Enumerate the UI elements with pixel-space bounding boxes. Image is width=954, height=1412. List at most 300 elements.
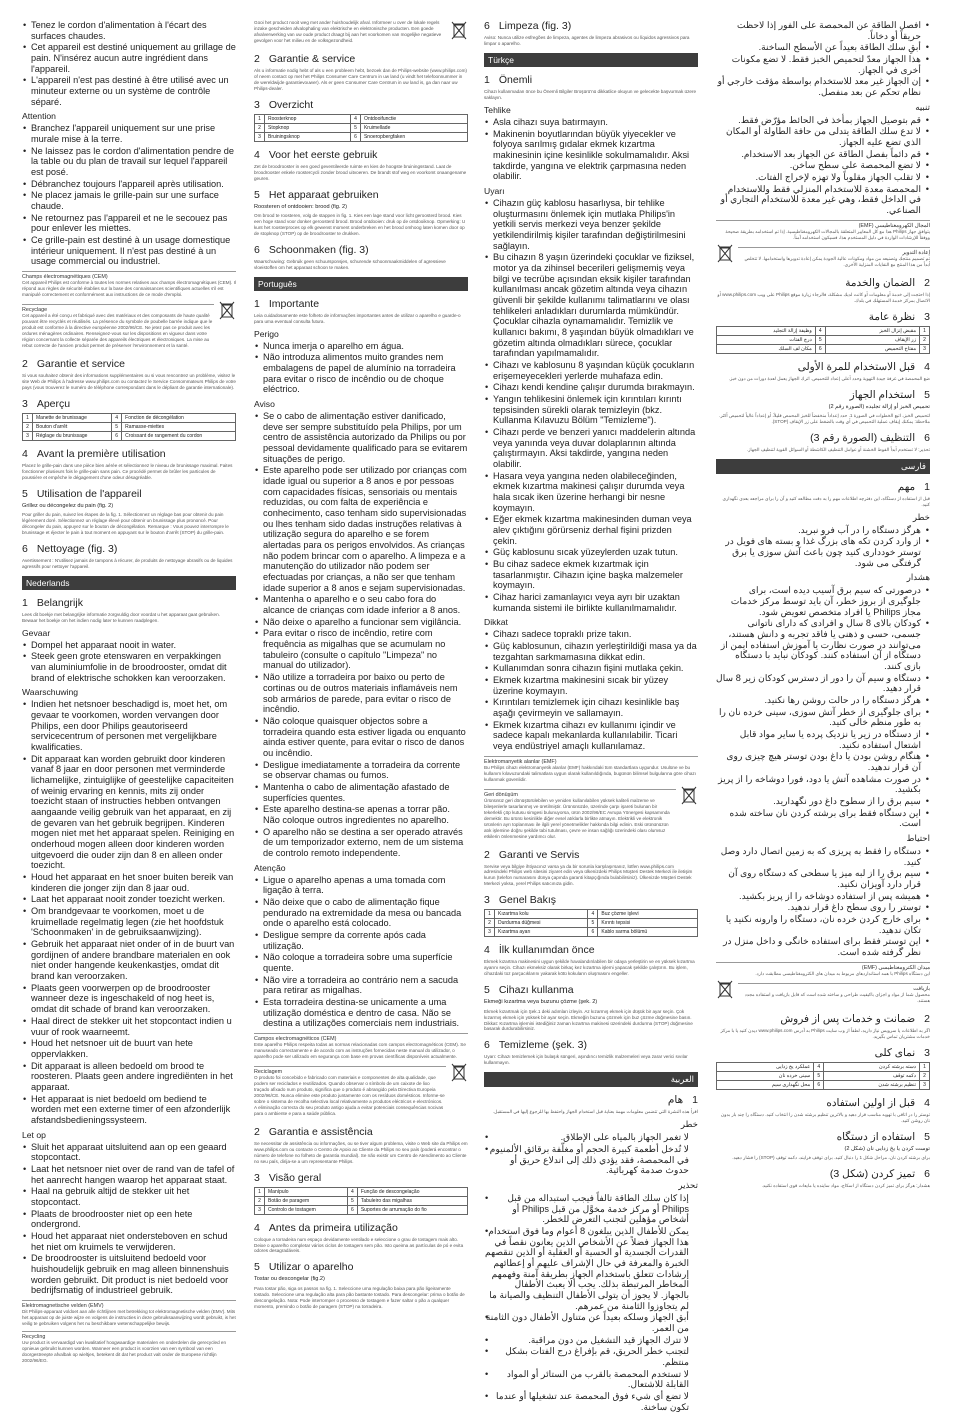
list-item: • أبقِ سلك الطاقة بعيداً عن الأسطح الساخنة. [716,42,930,53]
fr-overview-table [22,413,236,441]
pt-aviso-heading: Aviso [254,399,275,410]
list-item: • Cihazı ve kablosunu 8 yaşından küçük çocukların erişemeyecekleri yerlerde muhafaza edin. [484,360,698,381]
list-item: • L'appareil n'est pas destiné à être utilisé avec un minuteur externe ou un système de contrôle séparé. [22,75,236,107]
table-cell: 3 [23,431,33,440]
nl-waarschuwing-heading: Waarschuwing [22,687,79,698]
list-item: • Houd het apparaat en het snoer buiten bereik van kinderen die jonger zijn dan 8 jaar oud. [22,872,236,893]
list-item: • Ne placez jamais le grille-pain sur une surface chaude. [22,190,236,211]
section-title: Avant la première utilisation [36,447,166,460]
list-item: • Houd het apparaat niet ondersteboven en schud het niet om kruimels te verwijderen. [22,1231,236,1252]
section-title: Schoonmaken (fig. 3) [268,243,369,256]
list-item: • Gebruik het apparaat niet onder of in de buurt van gordijnen of andere brandbare materialen en ook niet onder hangende keukenkastjes, omdat dit brand kan veroorzaken. [22,939,236,982]
table-cell: 6 [112,431,122,440]
table-cell: 1 [255,114,265,123]
section-number: 4 [254,1221,260,1234]
pt-section-5-text: Para tostar pão, siga os passos na fig. 1. Seleccione uma regulação baixa para pão ligeiramente tostado. Seleccione uma regulação alta para pão bastante tostado. Para descongelar: prima o botão de descongelação. Nota: Pode interromper o processo de tostagem e fazer saltar o pão a qualquer momento, premindo o botão de paragem (STOP) na torradeira. [254,1285,465,1309]
table-cell: 3 [920,344,930,353]
list-item: • لتجنب خطر الحريق، قم بإفراغ درج الفتات بشكل منتظم. [484,1346,698,1367]
list-item: • سیم برق را از لبه میز یا سطحی که دستگاه روی آن قرار دارد آویزان نکنید. [716,868,930,889]
list-item: • Laat het netsnoer niet over de rand van de tafel of het aanrecht hangen waarop het apparaat staat. [22,1164,236,1185]
list-item: • Se o cabo de alimentação estiver danificado, deve ser sempre substituído pela Philips, por um centro de assistência autorizado da Philips ou por pessoal devidamente qualificado para se evitarem situações de perigo. [254,411,468,464]
lang-header-pt: Português [254,277,468,291]
tr-tehlike-heading: Tehlike [484,104,511,115]
section-title: İlk kullanımdan önce [498,944,595,957]
table-cell: سینی خرده نان [717,1071,814,1080]
list-item: • Eğer ekmek kızartma makinesinden duman veya alev çıktığını görürseniz derhal fişini prizden çekin. [484,514,698,546]
fa-section-1-text: قبل از استفاده از دستگاه، این دفترچه اطلاعات مهم را به دقت مطالعه کنید و آن را برای مراجعه بعدی نگهداری کنید. [722,495,930,507]
section-number: 4 [924,1096,930,1109]
table-cell: 1 [920,1062,930,1071]
fa-section-4 [716,1097,930,1109]
table-cell: 5 [347,1196,357,1205]
pt-section-6 [484,20,698,32]
crossed-bin-icon [716,243,734,263]
table-cell: وظيفة إزالة التجليد [717,326,816,335]
list-item: • توستر را روی سطح داغ قرار ندهید. [716,902,930,913]
section-number: 5 [924,1130,930,1143]
list-item: • لا تضع أي شيء فوق المحمصة عند تشغيلها أو عندما تكون ساخنة. [484,1391,698,1412]
list-item: • Desligue imediatamente a torradeira da corrente se observar chamas ou fumos. [254,760,468,781]
pt-overview-table [254,1187,468,1215]
table-cell: Controlo de tostagem [265,1205,348,1214]
table-cell: 3 [255,132,265,141]
table-row [717,1080,930,1089]
list-item: • قم بتوصيل الجهاز بمأخذ في الحائط مؤرّض فقط. [716,115,930,126]
pt-section-5-sub: Tostar ou descongelar (fig.2) [254,1276,325,1283]
nl-recycling-text: Uw product is vervaardigd van kwalitatief hoogwaardige materialen en onderdelen die gerecycled en opnieuw gebruikt kunnen worden. Wanneer een product is voorzien van een symbool van een doorgestreepte afvalbak op wieltjes, betekent dit dat het product valt onder de Europese richtlijn 2002/96/EG. [22,1339,227,1363]
fr-section-5-sub: Grillez ou décongelez du pain (fig. 2) [22,502,114,509]
list-item: • Steek geen grote etenswaren en verpakkingen van aluminiumfolie in de broodrooster, omdat dit brand of elektrische schokken kan veroorzaken. [22,651,236,683]
table-cell: 4 [588,910,598,919]
table-cell: Réglage du brunissage [33,431,112,440]
table-cell: Croissant de rangement du cordon [122,431,236,440]
fr-emf-heading: Champs électromagnétiques (CEM) [22,271,236,280]
table-cell: 4 [814,1062,824,1071]
nl-section-3 [254,99,468,111]
list-item: • Não vire a torradeira ao contrário nem a sacuda para retirar as migalhas. [254,975,468,996]
list-item: • برای خارج کردن خرده نان، دستگاه را وارونه نکنید یا تکان ندهید. [716,914,930,935]
table-cell: Manette de brunissage [33,413,112,422]
nl-section-6 [254,244,468,256]
section-number: 3 [254,98,260,111]
pt-perigo-heading: Perigo [254,328,279,339]
section-title: Temizleme (şek. 3) [498,1039,587,1052]
nl-letop-heading: Let op [22,1129,46,1140]
section-number: 2 [484,848,490,861]
list-item: • Hasara veya yangına neden olabileceğinden, ekmek kızartma makinesi çalışır durumda veya hala sıcak iken üzerine herhangi bir nesne koymayın. [484,471,698,514]
nl-section-2-text: Als u informatie nodig hebt of als u een probleem hebt, bezoek dan de Philips-website (www.philips.com) of neem contact op met het Philips Consumer Care Centrum in uw land (u vindt het telefoonnummer in de wereldwijde garantievouwer). Als er geen Consumer Care Centrum in uw land is, ga dan naar uw Philips-dealer. [254,67,467,91]
table-cell: Função de descongelação [357,1187,467,1196]
section-title: Önemli [498,73,533,86]
list-item: • Cihazı perde ve benzeri yanıcı maddelerin altında veya yanında veya duvar dolaplarının altında çalıştırmayın. Aksi takdirde, yangına neden olabilir. [484,427,698,470]
table-cell: 5 [112,422,122,431]
tr-section-4-text: Ekmek kızartma makinesini uygun şekilde havalandırılabilen bir odaya yerleştirin ve en yüksek kızartma ayarını seçin. Cihazı ekmeksiz olarak birkaç kez kızartma işlemi yapacak şekilde çalıştırın. Bu işlem, cihazdaki toz parçacıklarını yakarak kötü kokuların oluşmasını engeller. [484,959,695,977]
fa-overview-table [716,1062,930,1090]
pt-section-4 [254,1222,468,1234]
ar-overview-table [716,326,930,354]
table-cell: Roosterknop [265,114,351,123]
table-row [717,1071,930,1080]
table-cell: Ontdooifunctie [360,114,467,123]
pt-atencao-heading: Atenção [254,862,286,873]
list-item: • Kırıntıları temizlemek için cihazı kesinlikle baş aşağı çevirmeyin ve sallamayın. [484,697,698,718]
section-number: 6 [484,1039,490,1052]
table-row [717,1062,930,1071]
section-number: 6 [484,20,490,32]
section-number: 1 [484,73,490,86]
table-cell: دسته برشته کردن [824,1062,920,1071]
table-cell: 6 [588,928,598,937]
crossed-bin-icon [716,979,734,999]
ar-emf-heading: المجال الكهرومغناطيسي (EMF) [716,220,930,229]
section-title: Aperçu [36,397,71,410]
list-item: • دستگاه را فقط به پریزی که به زمین اتصال دارد وصل کنید. [716,846,930,867]
table-row [717,335,930,344]
fr-section-2-text: Si vous souhaitez obtenir des informations supplémentaires ou si vous rencontrez un problème, visitez le site Web de Philips à l'adresse www.philips.com ou contactez le Service Consommateurs Philips de votre pays (vous trouverez le numéro de téléphone correspondant dans le dépliant de garantie internationale). [22,372,236,390]
list-item: • Kullanımdan sonra cihazın fişini mutlaka çekin. [484,663,698,674]
table-cell: 4 [815,326,825,335]
list-item: • Este aparelho destina-se apenas a torrar pão. Não coloque outros ingredientes no aparelho. [254,804,468,825]
list-item: • أبق الجهاز وسلكه بعيداً عن متناول الأطفال دون الثامنة من العمر. [484,1312,698,1333]
section-number: 1 [692,1094,698,1107]
list-item: • در صورت مشاهده آتش یا دود، فورا دوشاخه را از پریز بکشید. [716,774,930,795]
table-cell: 3 [920,1080,930,1089]
list-item: • Mantenha o aparelho e o seu cabo fora do alcance de crianças com idade inferior a 8 anos. [254,594,468,615]
nl-recycling-heading: Recycling [22,1331,236,1340]
fa-section-5-sub: توست کردن یا یخ زدایی نان (شکل 2) [844,1145,930,1152]
section-number: 4 [484,944,490,957]
list-item: • Dit apparaat is alleen bedoeld om brood te roosteren. Plaats geen andere ingrediënten in het apparaat. [22,1061,236,1093]
list-item: • Güç kablosunu sıcak yüzeylerden uzak tutun. [484,547,698,558]
tr-recycling-text: Ürününüz geri dönüştürülebilen ve yeniden kullanılabilen yüksek kaliteli malzeme ve bileşenlerle tasarlanmış ve üretilmiştir. Ürününüzde, üzerinde çarpı işareti bulunan bir tekerlekli çöp kutusu simgesi bulunuyorsa, ürün 2002/96/EC Avrupa Yönergesi kapsamında demektir. Bu ürünü kesinlikle diğer evsel atıklarla birlikte atmayın. Elektrikli ve elektronik ürünlerin ayrı toplanması ile ilgili yerel yönetmelikler hakkında bilgi edinin. Eski ürününüzün atık işlemine doğru şekilde tabi tutulması, çevre ve insan sağlığı üzerindeki olası olumsuz etkilerin önlenmesine yardımcı olur. [484,797,670,839]
list-item: • برای جلوگیری از خطر آتش سوزی، سینی خرده نان را به طور منظم خالی کنید. [716,707,930,728]
tr-section-6-text: Uyarı: Cihazı temizlemek için bulaşık süngeri, aşındırıcı temizlik malzemeleri veya zarar verici sıvılar kullanmayın. [484,1054,688,1066]
list-item: • Não coloque quaisquer objectos sobre a torradeira quando esta estiver ligada ou enquanto ainda estiver quente, para evitar o risco de danos ou incêndio. [254,716,468,759]
table-cell: Bruiningsknop [265,132,351,141]
list-item: • Não deixe o aparelho a funcionar sem vigilância. [254,617,468,628]
table-cell: 6 [815,344,825,353]
pt-recycling-text: O produto foi concebido e fabricado com materiais e componentes de alta qualidade, que podem ser reciclados e reutilizados. Quando observar o símbolo de um caixote de lixo traçado afixado num produto, significa que o produto é abrangido pela Directiva Europeia 2002/96/CE. Nunca elimine este produto juntamente com os resíduos domésticos. Informe-se sobre o sistema de recolha selectiva local relativamente a produtos eléctricos e electrónicos. A eliminação correcta do seu produto antigo ajuda a evitar potenciais consequências nocivas para o ambiente e para a saúde pública. [254,1074,445,1116]
list-item: • De broodrooster is uitsluitend bedoeld voor huishoudelijk gebruik en mag alleen binnenshuis worden gebruikt. Dit product is niet bedoeld voor bedrijfsmatig of industrieel gebruik. [22,1253,236,1296]
fr-section-5 [22,488,236,500]
section-title: Limpeza (fig. 3) [498,20,572,32]
ar-recycling [716,243,930,270]
pt-recycling-heading: Reciclagem [254,1066,446,1075]
fr-recycling-text: Cet appareil a été conçu et fabriqué avec des matériaux et des composants de haute qualité pouvant être recyclés et réutilisés. La présence du symbole de poubelle barrée indique que le produit est conforme à la directive européenne 2002/96/CE. Ne jetez pas ce produit avec les ordures ménagères ordinaires. Renseignez-vous sur les dispositions en vigueur dans votre région concernant la collecte séparée des appareils électriques et électroniques. La mise au rebut correcte de l'ancien produit permet de préserver l'environnement et la santé. [22,313,213,348]
section-title: Cihazı kullanma [498,984,574,997]
lang-header-nl: Nederlands [22,576,236,590]
nl-recycling-extra: Gooi het product nooit weg met ander huishoudelijk afval. Informeer u over de lokale regels inzake gescheiden afvalophaling van elektrische en elektronische producten. Een goede afvalverwerking van uw oude product draagt bij aan het voorkomen van mogelijke negatieve gevolgen voor het milieu en de volksgezondheid. [254,20,442,43]
table-cell: Suportes de arrumação do fio [357,1205,467,1214]
section-title: نمای کلی [874,1046,916,1059]
table-cell: 4 [350,114,360,123]
tr-recycling-heading: Geri dönüşüm [484,789,676,798]
list-item: • Cihaz harici zamanlayıcı veya ayrı bir uzaktan kumanda sistemi ile birlikte kullanılmamalıdır. [484,592,698,613]
list-item: • Het apparaat is niet bedoeld om bediend te worden met een externe timer of een afzonderlijk afstandsbedieningssysteem. [22,1094,236,1126]
pt-recycling [254,1062,468,1119]
list-item: • Güç kablosunun, cihazın yerleştirildiği masa ya da tezgahtan sarkmamasına dikkat edin. [484,641,698,662]
table-cell: 5 [814,1071,824,1080]
tr-section-5-text: Ekmek kızartmak için Şek.1 deki adımları izleyin. Az kızarmış ekmek için düşük bir ayar seçin. Çok kızarmış ekmek için yüksek bir ayar seçin. Ekmeğin buzunu çözmek için buz çözme düğmesine basın. Dikkat: Kızartma işlemini istediğiniz zaman kızartma makinesi üzerindeki durdurma (STOP) düğmesine basarak durdurabilirsiniz. [484,1008,693,1032]
list-item: • Ekmek kızartma makinesini sıcak bir yüzey üzerine koymayın. [484,675,698,696]
pt-section-2-text: Se necessitar de assistência ou informações, ou se tiver algum problema, visite o Web site da Philips em www.philips.com ou contacte o Centro de Apoio ao Cliente da Philips no seu país (poderá encontrar o número de telefone no folheto de garantia mundial). Se não existir um Centro de Atendimento ao Cliente no seu país, dirija-se a um representante Philips. [254,1140,468,1164]
list-item: • Tenez le cordon d'alimentation à l'écart des surfaces chaudes. [22,20,236,41]
table-cell: مفتاح التحميص [825,344,919,353]
pt-section-6-text: Aviso: Nunca utilize esfregões de limpeza, agentes de limpeza abrasivos ou líquidos agressivos para limpar o aparelho. [484,35,690,46]
section-number: 3 [924,1046,930,1059]
crossed-bin-icon [218,300,236,320]
table-row [255,1205,468,1214]
table-row [485,910,698,919]
ar-section-3 [716,311,930,323]
section-number: 3 [22,397,28,410]
section-number: 5 [22,487,28,500]
section-title: Belangrijk [36,596,83,609]
table-cell: Durdurma düğmesi [495,919,588,928]
fr-section-4 [22,448,236,460]
ar-recycling-text: تم تصميم منتجك وتصنيعه من مواد ومكونات عالية الجودة يمكن إعادة تدويرها واستخدامها. لا تتخلص أبداً من هذا المنتج مع النفايات المنزلية الأخرى. [744,255,930,267]
list-item: • هنگام روشن بودن یا داغ بودن توستر هیچ چیزی روی آن قرار ندهید. [716,751,930,772]
list-item: • O aparelho não se destina a ser operado através de um temporizador externo, nem de um sistema de controlo remoto independente. [254,827,468,859]
ar-section-2-text: إذا احتجت إلى خدمة أو معلومات أو كانت لديك مشكلة، فالرجاء زيارة موقع Philips على ويب www.philips.com أو الاتصال بمركز خدمة المستهلك في بلدك. [717,291,930,303]
nl-gevaar-heading: Gevaar [22,627,51,638]
ar-section-1-text: اقرأ هذه النشرة التي تتضمن معلومات مهمة بعناية قبل استخدام الجهاز واحتفظ بها للرجوع إليها في المستقبل. [492,1109,698,1115]
lang-header-tr: Türkçe [484,53,698,67]
section-number: 5 [484,984,490,997]
ar-section-5-sub: تحميص الخبز أو إزالة تجليده (الصورة رقم 2) [828,403,930,410]
section-number: 6 [22,542,28,555]
table-cell: Kruimellade [360,123,467,132]
section-title: مهم [897,480,916,493]
table-cell: Ramasse-miettes [122,422,236,431]
tr-emf-text: Bu Philips cihazı elektromanyetik alanlar (EMF) hakkındaki tüm standartlara uygundur. Usulüne ve bu kullanım kılavuzundaki talimatlara uygun olarak kullanıldığında, bugünün bilimsel bulgularına göre cihazı kullanmak güvenlidir. [484,764,696,782]
list-item: • المحمصة معدة للاستخدام المنزلي فقط وللاستخدام في الداخل فقط، وهي غير معدة للاستخدام التجاري أو الصناعي. [716,184,930,216]
crossed-bin-icon [680,785,698,805]
list-item: • درصورتی که سیم برق آسیب دیده است، برای جلوگیری از بروز خطر، آن باید توسط مرکز خدمات مجاز Philips یا افراد متخصص تعویض شود. [716,585,930,617]
list-item: • Ne laissez pas le cordon d'alimentation pendre de la table ou du plan de travail sur lequel l'appareil est posé. [22,146,236,178]
section-title: استفاده از دستگاه [836,1130,916,1143]
fr-section-6-text: Avertissement : N'utilisez jamais de tampons à récurer, de produits de nettoyage abrasifs ou de liquides agressifs pour nettoyer l'appareil. [22,557,233,569]
nl-section-6-text: Waarschuwing: Gebruik geen schuursponsjes, schurende schoonmaakmiddelen of agressieve vloeistoffen om het apparaat schoon te maken. [254,258,446,270]
fr-emf-text: Cet appareil Philips est conforme à toutes les normes relatives aux champs électromagnétiques (CEM). Il répond aux règles de sécurité établies sur la base des connaissances scientifiques actuelles s'il est manipulé correctement et conformément aux instructions de ce mode d'emploi. [22,280,236,298]
list-item: • Desligue sempre da corrente após cada utilização. [254,930,468,951]
list-item: • لا تترك الجهاز قيد التشغيل من دون مراقبة. [484,1335,698,1346]
table-cell: 1 [485,910,495,919]
section-title: قبل از اولین استفاده [826,1096,916,1109]
section-title: Garantie et service [36,357,125,370]
section-title: Het apparaat gebruiken [268,188,379,201]
fr-intro-list [22,20,236,107]
tr-section-1 [484,74,698,86]
fa-section-1 [716,481,930,493]
section-title: تمیز کردن (شکل 3) [829,1167,916,1180]
table-cell: Kızartma kolu [495,910,588,919]
list-item: • Laat het apparaat nooit zonder toezicht werken. [22,894,236,905]
table-cell: Kızartma ayarı [495,928,588,937]
table-cell: 3 [255,1205,265,1214]
table-cell: 6 [814,1080,824,1089]
fr-section-4-text: Placez le grille-pain dans une pièce bien aérée et sélectionnez le niveau de brunissage maximal. Faites fonctionner plusieurs fois le grille-pain sans pain. Ce procédé permet de brûler les particules de poussière et empêche le dégagement d'une odeur désagréable. [22,462,233,480]
table-row [255,1196,468,1205]
nl-section-5-text: Om brood te roosteren, volg de stappen in fig. 1. Kies een lage stand voor licht geroosterd brood. Kies een hoge stand voor donker geroosterd brood. Brood ontdooien: druk op de ontdooiknop. Opmerking: U kunt het roosterproces op elk gewenst moment onderbreken en het brood omhoog laten komen door op de stopknop (STOP) op de broodrooster te drukken. [254,212,466,236]
table-cell: 1 [23,413,33,422]
list-item: • Plaats geen voorwerpen op de broodrooster wanneer deze is ingeschakeld of nog heet is, omdat dit schade of brand kan veroorzaken. [22,983,236,1015]
list-item: • Ne retournez pas l'appareil et ne le secouez pas pour enlever les miettes. [22,213,236,234]
tr-section-1-text: Cihazı kullanmadan önce bu Önemli Bilgiler Broşürü'nü dikkatlice okuyun ve gelecekte başvurmak üzere saklayın. [484,88,697,100]
table-cell: Snoeropbergfaken [360,132,467,141]
ar-section-5-text: لتحميص الخبز، اتبع الخطوات في الصورة 1. حدد إعداداً منخفضاً للخبز المحمص قليلاً، أو إعداداً عالياً لتحميص أكثر. ملاحظة: يمكنك إيقاف عملية التحميص في أي وقت بالضغط على زر الإيقاف (STOP). [719,412,930,424]
section-number: 2 [254,52,260,65]
section-title: Visão geral [268,1171,322,1184]
nl-section-5 [254,189,468,201]
ar-start [484,1072,698,1412]
list-item: • Asla cihazı suya batırmayın. [484,117,698,128]
fr-section-6 [22,543,236,555]
list-item: • Não coloque a torradeira sobre uma superfície quente. [254,952,468,973]
ar-section-2 [716,277,930,289]
list-item: • Débranchez toujours l'appareil après utilisation. [22,179,236,190]
list-item: • Sluit het apparaat uitsluitend aan op een geaard stopcontact. [22,1142,236,1163]
section-title: نظرة عامة [868,310,916,323]
table-cell: Botão de paragem [265,1196,348,1205]
list-item: • هرگز دستگاه را در آب فرو نبرید. [716,525,930,536]
nl-section-5-sub: Roosteren of ontdooien: brood (fig. 2) [254,203,347,210]
tr-section-2 [484,849,698,861]
list-item: • Bu cihazın 8 yaşın üzerindeki çocuklar ve fiziksel, motor ya da zihinsel becerileri gelişmemiş veya bilgi ve tecrübe açısından eksik kişiler tarafından kullanılması ancak gözetim altında veya cihazın güvenli bir şekilde kullanımı talimatlarını ve olası tehlikeleri anladıkları durumlarda mümkündür. Çocuklar cihazla oynamamalıdır. Temizlik ve kullanıcı bakımı, 8 yaşından büyük olmadıkları ve gözetim altında olmadıkları sürece, çocuklar tarafından yapılmamalıdır. [484,252,698,359]
table-cell: 2 [23,422,33,431]
pt-section-5 [254,1261,468,1273]
fr-section-5-text: Pour griller du pain, suivez les étapes de la fig. 1. Sélectionnez un réglage bas pour obtenir du pain légèrement doré. Sélectionnez un réglage élevé pour obtenir un brunissage plus prononcé. Pour décongeler du pain, appuyez sur le bouton de décongélation. Remarque : Vous pouvez interrompre le brunissage et éjecter le pain à tout moment en appuyant sur le bouton d'arrêt (STOP) du grille-pain. [22,511,229,535]
table-row [485,928,698,937]
fr-recycling [22,300,236,351]
section-title: Garanti ve Servis [498,848,580,861]
ar-recycling-heading: إعادة التدوير [738,247,930,256]
section-number: 2 [254,1125,260,1138]
ar-section-4-text: ضع المحمصة في غرفة جيدة التهوية وحدد أعلى إعداد للتحميص. اترك الجهاز يعمل لعدة دورات من دون خبز. [728,375,930,381]
list-item: • قم دائماً بفصل الطاقة عن الجهاز بعد الاستخدام. [716,149,930,160]
table-cell: Manípulo [265,1187,348,1196]
section-title: Genel Bakış [498,894,557,907]
ar-khatar-heading: خطر [680,1119,698,1130]
section-title: استخدام الجهاز [849,388,916,401]
nl-emf-text: Dit Philips-apparaat voldoet aan alle richtlijnen met betrekking tot elektromagnetische velden (EMV). Mits het apparaat op de juiste wijze en volgens de instructies in deze gebruiksaanwijzing wordt gebruikt, is het veilig te gebruiken volgens het nu beschikbare wetenschappelijke bewijs. [22,1308,236,1326]
section-number: 6 [924,431,930,444]
nl-section-1 [22,597,236,609]
fa-recycling-heading: بازیافت [738,983,930,992]
list-item: • Nunca imerja o aparelho em água. [254,341,468,352]
table-row [255,114,468,123]
section-number: 1 [22,596,28,609]
section-title: هام [667,1094,684,1107]
table-cell: Bouton d'arrêt [33,422,112,431]
tr-section-5 [484,984,698,996]
section-title: Overzicht [268,98,314,111]
list-item: • Para evitar o risco de incêndio, retire com frequência as migalhas que se acumulam no tabuleiro (consulte o capítulo "Limpeza" no manual do utilizador). [254,628,468,671]
list-item: • Makinenin boyutlarından büyük yiyecekler ve folyoya sarılmış gıdalar ekmek kızartma makinesinin içine kesinlikle sokulmamalıdır. Aksi takdirde, yangına ve elektrik çarpmasına neden olabilir. [484,129,698,182]
nl-section-1-text: Lees dit boekje met belangrijke informatie zorgvuldig door voordat u het apparaat gaat gebruiken. Bewaar het boekje om het indien nodig later te kunnen raadplegen. [22,611,220,623]
lang-header-fa: فارسی [716,459,930,474]
table-cell: مكان لف السلك [717,344,816,353]
list-item: • هذا الجهاز معدّ لتحميص الخبز فقط. لا تضع مكونات أخرى في الجهاز. [716,54,930,75]
section-number: 6 [254,243,260,256]
ar-section-5 [716,389,930,401]
pt-section-3 [254,1172,468,1184]
section-number: 3 [484,894,490,907]
section-number: 4 [254,148,260,161]
list-item: • لا تقلب الجهاز مقلوباً ولا تهزه لإخراج الفتات. [716,172,930,183]
section-number: 1 [924,480,930,493]
section-title: التنظيف (الصورة رقم 3) [810,431,916,444]
fa-emf-text: این دستگاه Philips با همه استانداردهای مربوط به میدان های الکترومغناطیسی مطابقت دارد. [755,970,930,976]
table-cell: 3 [485,928,495,937]
table-row [255,132,468,141]
list-item: • Não introduza alimentos muito grandes nem embalagens de papel de alumínio na torradeira para evitar o risco de incêndio ou de choque eléctrico. [254,352,468,395]
pt-section-1-text: Leia cuidadosamente este folheto de informações importantes antes de utilizar o aparelho e guarde-o para uma eventual consulta futura. [254,312,461,324]
fa-ehtiat-heading: احتیاط [906,833,930,844]
section-title: Utilizar o aparelho [268,1261,354,1274]
pt-emf-heading: Campos electromagnéticos (CEM) [254,1033,468,1042]
list-item: • Esta torradeira destina-se unicamente a uma utilização doméstica e dentro de casa. Não se destina a utilizações comerciais nem industriais. [254,997,468,1029]
list-item: • از دستگاه در زیر یا نزدیک پرده یا سایر مواد قابل اشتعال استفاده نکنید. [716,729,930,750]
table-cell: 4 [112,413,122,422]
list-item: • لا تغمر الجهاز بالمياه على الإطلاق. [484,1132,698,1143]
list-item: • Branchez l'appareil uniquement sur une prise murale mise à la terre. [22,123,236,144]
crossed-bin-icon [450,20,468,40]
table-cell: 2 [255,1196,265,1205]
tr-recycling [484,785,698,842]
table-row [255,1187,468,1196]
section-title: Antes da primeira utilização [268,1221,398,1234]
table-cell: 4 [347,1187,357,1196]
list-item: • این توستر فقط برای استفاده خانگی و داخل منزل در نظر گرفته شده است. [716,936,930,957]
fa-section-2-text: اگر به اطلاعات یا سرویس نیاز دارید، لطفاً از وب سایت Philips به آدرس www.philips.com دیدن کنید یا با مرکز خدمات مشتریان تماس بگیرید. [720,1027,930,1039]
list-item: • کودکان بالای 8 سال و افرادی که دارای ناتوانی جسمی، حسی و ذهنی یا فاقد تجربه و دانش هستند، می‌توانند در صورت نظارت یا آموزش استفاده ایمن از دستگاه از آن استفاده کنند. کودکان نباید با دستگاه بازی کنند. [716,618,930,671]
table-cell: Fonction de décongélation [122,413,236,422]
tr-emf-heading: Elektromanyetik alanlar (EMF) [484,756,698,765]
table-row [23,431,236,440]
nl-emf-heading: Elektromagnetische velden (EMV) [22,1300,236,1309]
section-number: 5 [924,388,930,401]
section-number: 3 [924,310,930,323]
list-item: • Om brandgevaar te voorkomen, moet u de kruimellade regelmatig legen (zie het hoofdstuk 'Schoonmaken' in de gebruiksaanwijzing). [22,906,236,938]
list-item: • Ce grille-pain est destiné à un usage domestique intérieur uniquement. Il n'est pas destiné à un usage commercial ou industriel. [22,235,236,267]
list-item: • Houd het netsnoer uit de buurt van hete oppervlakken. [22,1038,236,1059]
ar-section-1 [484,1094,698,1106]
list-item: • Este aparelho pode ser utilizado por crianças com idade igual ou superior a 8 anos e por pessoas com capacidades físicas, sensoriais ou mentais reduzidas, ou com falta de experiência e conhecimento, caso tenham sido supervisionadas ou lhes tenham sido dadas instruções relativas à utilização segura do aparelho e se forem alertadas para os perigos envolvidos. As crianças não podem brincar com o aparelho. A limpeza e a manutenção do utilizador não podem ser efectuadas por crianças, a não ser que tenham idade superior a 8 anos e sejam supervisionadas. [254,465,468,593]
list-item: • دستگاه و سیم آن را دور از دسترس کودکان زیر 8 سال قرار دهید. [716,673,930,694]
section-title: الضمان والخدمة [845,276,916,289]
pt-section-2 [254,1126,468,1138]
fa-hoshdar-heading: هشدار [906,572,930,583]
section-title: Garantia e assistência [268,1125,373,1138]
ar-tahdhir-heading: تحذير [678,1180,698,1191]
table-cell: Buz çözme işlevi [598,910,698,919]
table-cell: 2 [920,1071,930,1080]
table-cell: 2 [920,335,930,344]
nl-recycling-cont [254,20,468,46]
list-item: • Haal direct de stekker uit het stopcontact indien u vuur of rook waarneemt. [22,1016,236,1037]
section-title: Utilisation de l'appareil [36,487,142,500]
list-item: • إذا كان سلك الطاقة تالفاً فيجب استبداله من قبل Philips أو مركز خدمة مخوَّل من قبل Philips أو أشخاص مؤهلين لتجنب التعرض للخطر. [484,1193,698,1225]
table-cell: عملکرد یخ زدایی [717,1062,814,1071]
table-cell: 5 [588,919,598,928]
list-item: • Dit apparaat kan worden gebruikt door kinderen vanaf 8 jaar en door personen met verminderde lichamelijke, zintuiglijke of geestelijke capaciteiten of weinig ervaring en kennis, mits zij onder toezicht staan of instructies hebben ontvangen aangaande veilig gebruik van het apparaat, en zij de gevaren van het gebruik begrijpen. Kinderen mogen niet met het apparaat spelen. Reiniging en onderhoud mogen alleen door kinderen worden uitgevoerd die ouder zijn dan 8 en alleen onder toezicht. [22,754,236,871]
pt-emf-text: Este aparelho Philips respeita todas as normas relacionadas com campos electromagnéticos (CEM). Se manuseado correctamente e de acordo com as instruções fornecidas neste manual do utilizador, o aparelho pode ser utilizado em segurança com base em provas científicas disponíveis actualmente. [254,1041,466,1059]
table-cell: 6 [350,132,360,141]
fa-section-6-text: هشدار: هرگز برای تمیز کردن دستگاه از اسکاج، مواد ساینده یا مایعات قوی استفاده نکنید. [761,1182,930,1188]
list-item: • Yangın tehlikesini önlemek için kırıntıları kırıntı tepsisinden sürekli olarak temizleyin (bkz. Kullanma Kılavuzu Bölüm "Temizleme"). [484,394,698,426]
pt-section-4-text: Coloque a torradeira num espaço devidamente ventilado e seleccione o grau de tostagem mais alto. Deixe o aparelho completar vários ciclos de tostagem sem pão. Isto queima as partículas de pó e evita odores desagradáveis. [254,1236,464,1254]
